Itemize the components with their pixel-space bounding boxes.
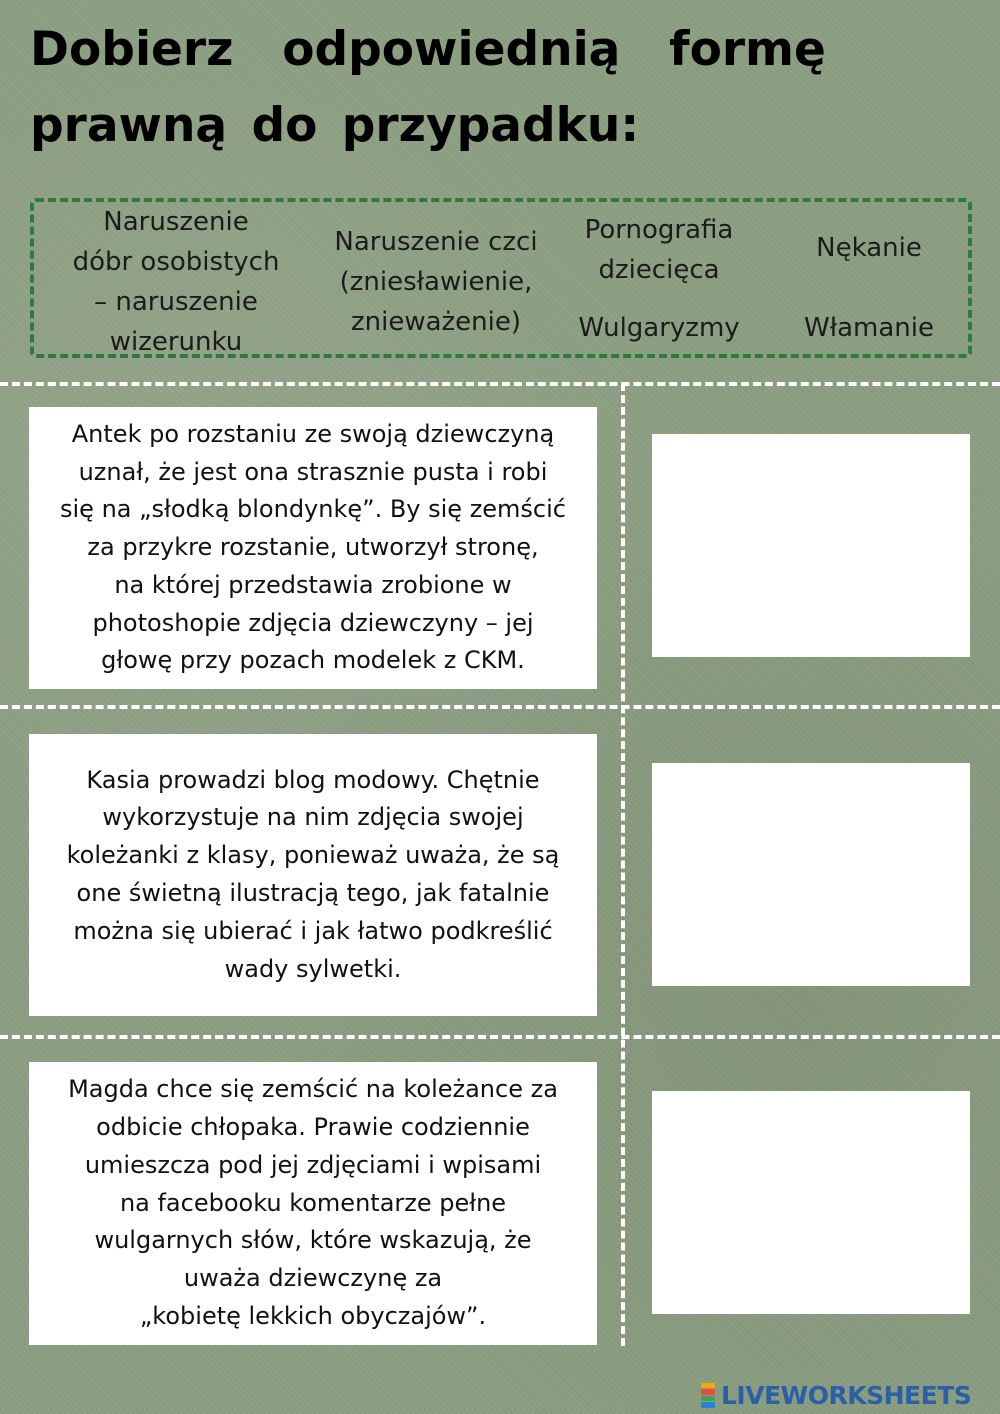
liveworksheets-logo-icon: [697, 1382, 719, 1408]
word-bank-item-text: – naruszenie: [94, 287, 258, 317]
case-text: [56, 416, 570, 681]
word-bank-item-naruszenie-czci[interactable]: [316, 222, 556, 342]
case-line: odbicie chłopaka. Prawie codziennie: [96, 1113, 530, 1141]
case-line: Magda chce się zemścić na koleżance za: [68, 1075, 558, 1104]
case-line: za przykre rozstanie, utworzył stronę,: [87, 533, 539, 562]
case-line: koleżanki z klasy, ponieważ uważa, że są: [66, 841, 560, 870]
case-card-3: [29, 1062, 597, 1345]
brand-name: LIVEWORKSHEETS: [721, 1380, 972, 1410]
case-line: photoshopie zdjęcia dziewczyny – jej: [92, 608, 534, 637]
word-bank-item-text: Nękanie: [816, 233, 922, 263]
case-line: wulgarnych słów, które wskazują, że: [94, 1226, 532, 1255]
answer-drop-box-1[interactable]: [652, 434, 970, 657]
answer-drop-box-2[interactable]: [652, 763, 970, 986]
case-card-2: [29, 734, 597, 1016]
word-bank-item-wlamanie[interactable]: [774, 308, 964, 348]
word-bank-item-text: znieważenie): [350, 307, 522, 337]
case-line: wykorzystuje na nim zdjęcia swojej: [102, 803, 524, 832]
divider-horizontal: [0, 705, 1000, 709]
page-title: [30, 12, 970, 164]
case-text: [64, 1071, 562, 1336]
divider-vertical: [621, 383, 625, 1346]
case-line: uznał, że jest ona strasznie pusta i robi: [78, 457, 548, 486]
case-line: umieszcza pod jej zdjęciami i wpisami: [84, 1150, 542, 1179]
case-card-1: [29, 407, 597, 689]
word-bank-item-text: Naruszenie: [103, 207, 249, 237]
case-text: [63, 762, 564, 989]
title-line-2: prawną do przypadku:: [30, 98, 640, 153]
case-line: Antek po rozstaniu ze swoją dziewczyną: [71, 419, 555, 448]
word-bank-item-text: Włamanie: [804, 313, 934, 343]
word-bank-item-text: dziecięca: [598, 255, 720, 285]
case-line: „kobietę lekkich obyczajów”.: [139, 1301, 487, 1330]
case-line: się na „słodką blondynkę”. By się zemścić: [60, 495, 566, 524]
case-line: wady sylwetki.: [224, 954, 402, 983]
word-bank-item-text: (zniesławienie,: [339, 267, 533, 297]
case-line: na facebooku komentarze pełne: [119, 1188, 507, 1217]
case-line: głowę przy pozach modelek z CKM.: [101, 646, 525, 675]
word-bank-item-nekanie[interactable]: [774, 228, 964, 268]
word-bank-item-pornografia[interactable]: [554, 210, 764, 290]
case-line: one świetną ilustracją tego, jak fatalnie: [76, 879, 550, 907]
case-line: Kasia prowadzi blog modowy. Chętnie: [86, 765, 540, 794]
word-bank: [30, 198, 972, 358]
liveworksheets-branding: [697, 1380, 971, 1410]
divider-horizontal: [0, 382, 1000, 386]
word-bank-item-text: Pornografia: [584, 215, 734, 245]
word-bank-item-text: Wulgaryzmy: [578, 313, 740, 343]
title-line-1: Dobierz odpowiednią formę: [30, 22, 826, 77]
divider-horizontal: [0, 1035, 1000, 1039]
word-bank-item-wulgaryzmy[interactable]: [554, 308, 764, 348]
word-bank-item-text: wizerunku: [109, 327, 243, 357]
case-line: można się ubierać i jak łatwo podkreślić: [73, 916, 553, 945]
case-line: uważa dziewczynę za: [183, 1264, 443, 1293]
word-bank-item-text: dóbr osobistych: [72, 247, 280, 277]
word-bank-item-text: Naruszenie czci: [334, 227, 538, 257]
answer-drop-box-3[interactable]: [652, 1091, 970, 1314]
word-bank-item-naruszenie-dobr[interactable]: [46, 202, 306, 362]
case-line: na której przedstawia zrobione w: [114, 570, 512, 599]
